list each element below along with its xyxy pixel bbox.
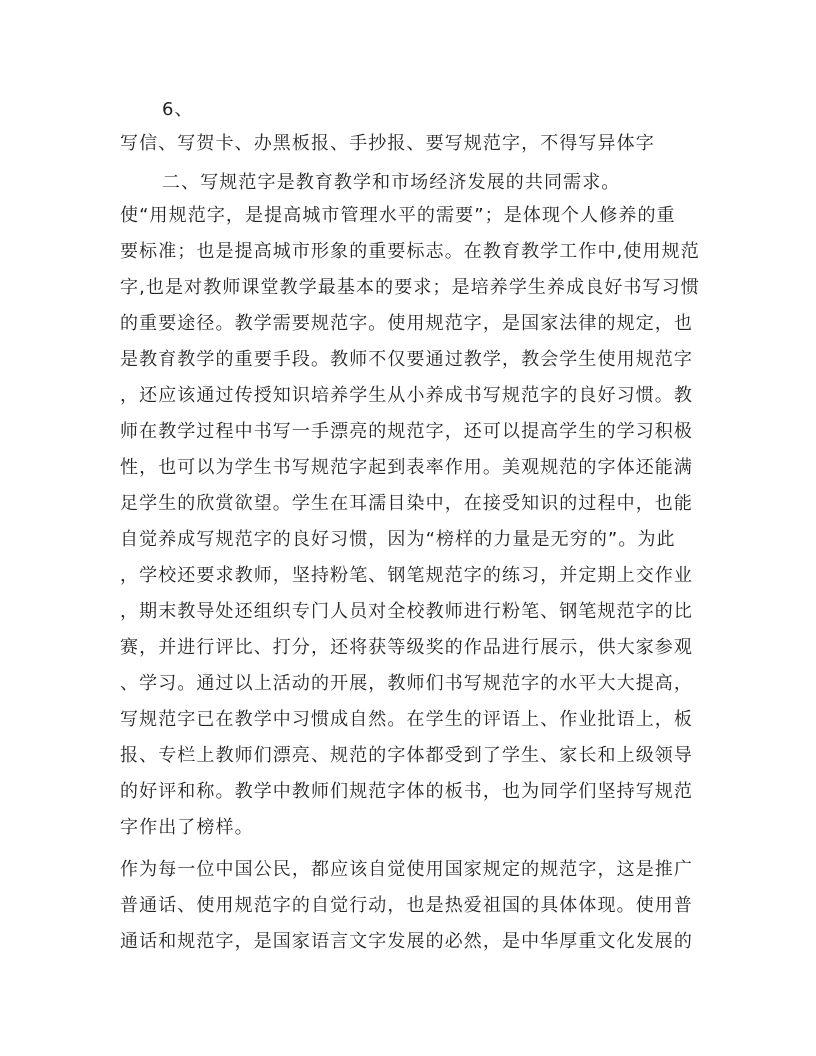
text-line: 性，也可以为学生书写规范字起到表率作用。美观规范的字体还能满 (120, 457, 693, 478)
text-line: 写规范字已在教学中习惯成自然。在学生的评语上、作业批语上，板 (120, 709, 693, 730)
text-line: 使“用规范字，是提高城市管理水平的需要”；是体现个人修养的重 (120, 205, 676, 226)
text-line: 报、专栏上教师们漂亮、规范的字体都受到了学生、家长和上级领导 (120, 745, 693, 766)
text-line: 赛，并进行评比、打分，还将获等级奖的作品进行展示，供大家参观 (120, 637, 693, 658)
list-number: 6、 (162, 99, 194, 120)
text-line: 足学生的欣赏欲望。学生在耳濡目染中，在接受知识的过程中，也能 (120, 493, 693, 514)
text-line: 的重要途径。教学需要规范字。使用规范字，是国家法律的规定，也 (120, 313, 693, 334)
text-line: 字作出了榜样。 (120, 817, 254, 838)
text-line: ，期末教导处还组织专门人员对全校教师进行粉笔、钢笔规范字的比 (120, 601, 693, 622)
text-line: 是教育教学的重要手段。教师不仅要通过教学，教会学生使用规范字 (120, 349, 693, 370)
text-line: 字,也是对教师课堂教学最基本的要求；是培养学生养成良好书写习惯 (120, 277, 700, 298)
text-line: ，学校还要求教师，坚持粉笔、钢笔规范字的练习，并定期上交作业 (120, 565, 693, 586)
text-line: 通话和规范字，是国家语言文字发展的必然，是中华厚重文化发展的 (120, 931, 693, 952)
text-line: 作为每一位中国公民，都应该自觉使用国家规定的规范字，这是推广 (120, 859, 693, 880)
text-line: 师在教学过程中书写一手漂亮的规范字，还可以提高学生的学习积极 (120, 421, 693, 442)
text-line: 要标准；也是提高城市形象的重要标志。在教育教学工作中,使用规范 (120, 241, 700, 262)
text-line: 写信、写贺卡、办黑板报、手抄报、要写规范字，不得写异体字 (120, 133, 655, 154)
text-line: 普通话、使用规范字的自觉行动，也是热爱祖国的具体体现。使用普 (120, 895, 693, 916)
text-line: ，还应该通过传授知识培养学生从小养成书写规范字的良好习惯。教 (120, 385, 693, 406)
text-line: 的好评和称。教学中教师们规范字体的板书，也为同学们坚持写规范 (120, 781, 693, 802)
text-line: 自觉养成写规范字的良好习惯，因为“榜样的力量是无穷的”。为此 (120, 529, 676, 550)
section-heading: 二、写规范字是教育教学和市场经济发展的共同需求。 (162, 172, 621, 193)
text-line: 、学习。通过以上活动的开展，教师们书写规范字的水平大大提高， (120, 673, 693, 694)
